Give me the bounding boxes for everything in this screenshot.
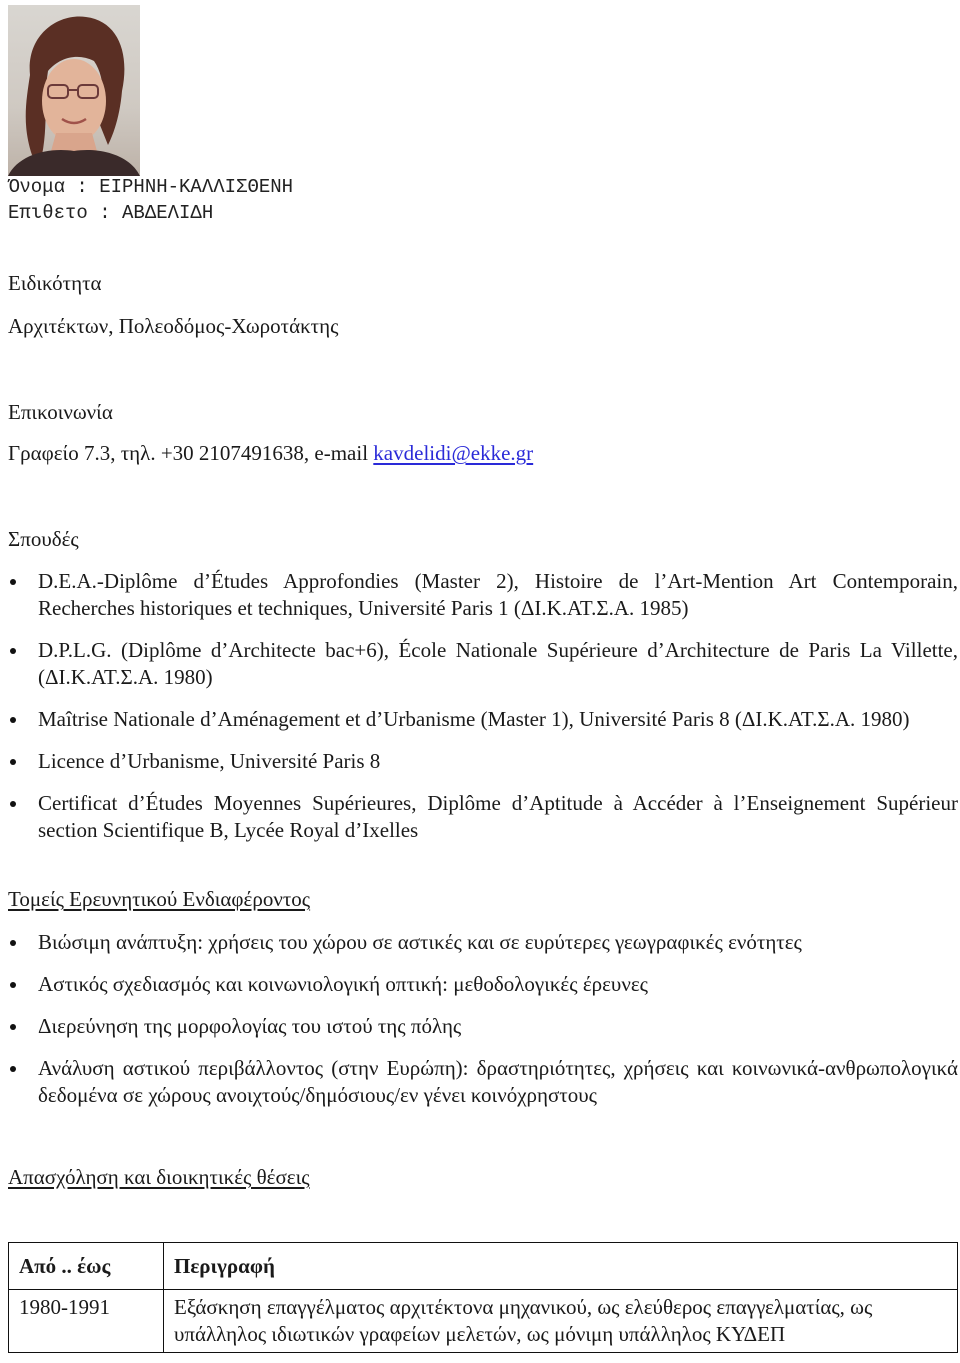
contact-heading: Επικοινωνία bbox=[8, 400, 113, 424]
studies-item: Licence d’Urbanisme, Université Paris 8 bbox=[0, 748, 958, 775]
name-line: Όνομα : ΕΙΡΗΝΗ-ΚΑΛΛΙΣΘΕΝΗ bbox=[8, 176, 294, 198]
research-item: Διερεύνηση της μορφολογίας του ιστού της πόλης bbox=[0, 1013, 958, 1040]
contact-line bbox=[8, 440, 533, 466]
studies-item: Certificat d’Études Moyennes Supérieures, Diplôme d’Aptitude à Accéder à l’Enseignement Supérieur section Scientifique B, Lycée Royal d’Ixelles bbox=[0, 790, 958, 844]
employment-heading: Απασχόληση και διοικητικές θέσεις bbox=[8, 1165, 310, 1189]
research-list bbox=[0, 929, 958, 1109]
studies-item: D.P.L.G. (Diplôme d’Architecte bac+6), École Nationale Supérieure d’Architecture de Paris La Villette, (ΔΙ.Κ.ΑΤ.Σ.Α. 1980) bbox=[0, 637, 958, 691]
studies-list bbox=[0, 568, 958, 844]
surname-line: Επιθετο : ΑΒΔΕΛΙΔΗ bbox=[8, 202, 214, 224]
description-column-header: Περιγραφή bbox=[164, 1243, 958, 1290]
contact-prefix: Γραφείο 7.3, τηλ. +30 2107491638, e-mail bbox=[8, 441, 374, 465]
research-heading: Τομείς Ερευνητικού Ενδιαφέροντος bbox=[8, 887, 311, 911]
table-row bbox=[9, 1290, 958, 1353]
period-column-header: Από .. έως bbox=[9, 1243, 164, 1290]
specialty-heading: Ειδικότητα bbox=[8, 271, 102, 295]
research-item: Ανάλυση αστικού περιβάλλοντος (στην Ευρώπη): δραστηριότητες, χρήσεις και κοινωνικά-ανθρωπολογικά δεδομένα σε χώρους ανοιχτούς/δημόσιους/εν γένει κοινόχρηστους bbox=[0, 1055, 958, 1109]
studies-item: Maîtrise Nationale d’Aménagement et d’Urbanisme (Master 1), Université Paris 8 (ΔΙ.Κ.ΑΤ.Σ.Α. 1980) bbox=[0, 706, 958, 733]
employment-table bbox=[8, 1242, 958, 1353]
studies-heading: Σπουδές bbox=[8, 527, 79, 551]
table-header-row bbox=[9, 1243, 958, 1290]
research-item: Βιώσιμη ανάπτυξη: χρήσεις του χώρου σε αστικές και σε ευρύτερες γεωγραφικές ενότητες bbox=[0, 929, 958, 956]
research-item: Αστικός σχεδιασμός και κοινωνιολογική οπτική: μεθοδολογικές έρευνες bbox=[0, 971, 958, 998]
specialty-value: Αρχιτέκτων, Πολεοδόμος-Χωροτάκτης bbox=[8, 314, 339, 338]
studies-item: D.E.A.-Diplôme d’Études Approfondies (Master 2), Histoire de l’Art-Mention Art Contemporain, Recherches historiques et techniques, Université Paris 1 (ΔΙ.Κ.ΑΤ.Σ.Α. 1985) bbox=[0, 568, 958, 622]
description-cell: Εξάσκηση επαγγέλματος αρχιτέκτονα μηχανικού, ως ελεύθερος επαγγελματίας, ως υπάλληλος ιδιωτικών γραφείων μελετών, ως μόνιμη υπάλληλος ΚΥΔΕΠ bbox=[164, 1290, 958, 1353]
profile-photo bbox=[8, 5, 140, 176]
period-cell: 1980-1991 bbox=[9, 1290, 164, 1353]
email-link[interactable]: kavdelidi@ekke.gr bbox=[373, 441, 534, 465]
